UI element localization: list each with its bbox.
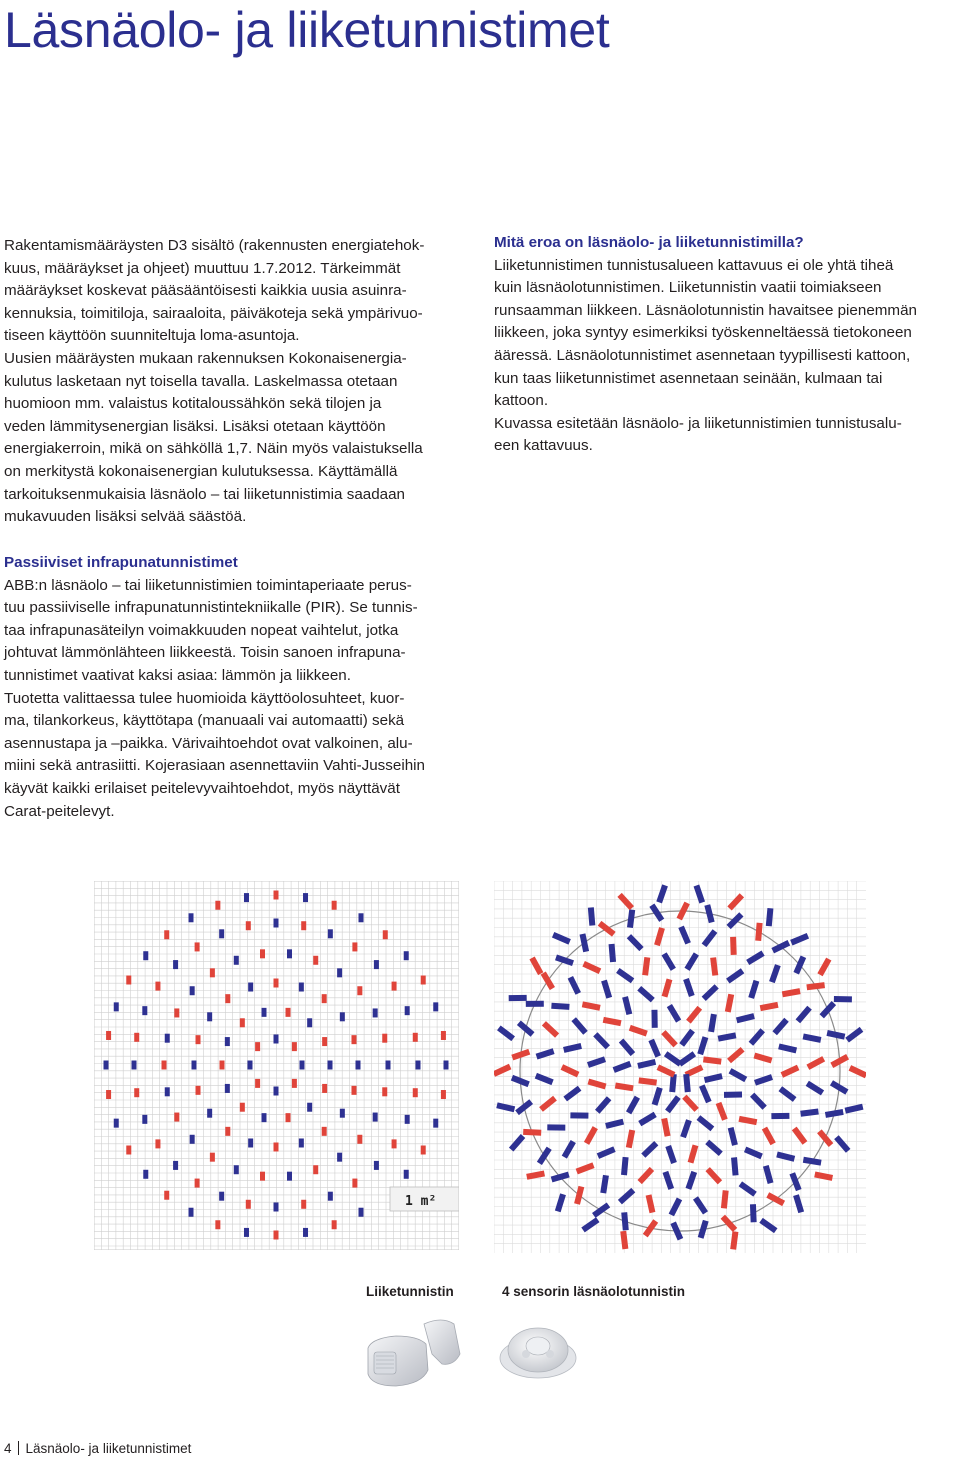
coverage-mark (274, 1087, 279, 1096)
coverage-mark (313, 1165, 318, 1174)
coverage-mark (570, 1112, 588, 1118)
coverage-mark (225, 1127, 230, 1136)
text-line: veden lämmitysenergian lisäksi. Lisäksi otetaan käyttöön (4, 417, 386, 435)
coverage-mark (441, 1031, 446, 1040)
footer-divider (18, 1441, 19, 1455)
coverage-mark (730, 937, 737, 955)
coverage-mark (220, 1061, 225, 1070)
coverage-mark (834, 996, 852, 1002)
text-line: johtuvat lämmönlähteen liikkeestä. Toisin sanoen infrapuna- (4, 644, 406, 662)
text-line: huomioon mm. valaistus kotitaloussähkön sekä tilojen ja (4, 395, 382, 413)
text-line: kuus, määräykset ja ohjeet) muuttuu 1.7.2012. Tärkeimmät (4, 259, 401, 277)
coverage-mark (352, 1179, 357, 1188)
coverage-mark (413, 1033, 418, 1042)
coverage-mark (287, 949, 292, 958)
coverage-mark (413, 1088, 418, 1097)
text-line: Liiketunnistimen tunnistusalueen kattavuus ei ole yhtä tiheä (494, 256, 894, 274)
text-line: määräykset koskevat pääsääntöisesti kaikkia uusia asuinra- (4, 282, 407, 300)
coverage-mark (374, 960, 379, 969)
coverage-mark (416, 1061, 421, 1070)
coverage-mark (155, 1139, 160, 1148)
coverage-mark (132, 1061, 137, 1070)
coverage-mark (143, 951, 148, 960)
coverage-mark (301, 1200, 306, 1209)
coverage-mark (340, 1012, 345, 1021)
coverage-mark (547, 1124, 565, 1130)
coverage-mark (328, 929, 333, 938)
coverage-mark (274, 891, 279, 900)
coverage-mark (215, 901, 220, 910)
text-line: Uusien määräysten mukaan rakennuksen Kokonaisenergia- (4, 349, 407, 367)
coverage-mark (299, 1138, 304, 1147)
coverage-mark (421, 1146, 426, 1155)
coverage-mark (173, 1161, 178, 1170)
coverage-mark (215, 1220, 220, 1229)
coverage-mark (356, 1061, 361, 1070)
coverage-mark (164, 930, 169, 939)
coverage-mark (771, 1113, 789, 1119)
coverage-mark (405, 1006, 410, 1015)
coverage-mark (404, 951, 409, 960)
coverage-mark (274, 979, 279, 988)
coverage-mark (255, 1042, 260, 1051)
coverage-mark (307, 1018, 312, 1027)
coverage-mark (246, 1200, 251, 1209)
coverage-mark (357, 986, 362, 995)
text-line: käyvät kaikki erilaiset peitelevyvaihtoehdot, myös näyttävät (4, 779, 400, 797)
coverage-mark (750, 1204, 757, 1222)
coverage-mark (207, 1109, 212, 1118)
coverage-mark (210, 968, 215, 977)
coverage-mark (303, 893, 308, 902)
coverage-mark (244, 1228, 249, 1237)
coverage-mark (441, 1090, 446, 1099)
caption-motion: Liiketunnistin (366, 1284, 454, 1299)
coverage-mark (313, 956, 318, 965)
coverage-mark (373, 1113, 378, 1122)
coverage-mark (301, 921, 306, 930)
coverage-mark (190, 986, 195, 995)
coverage-mark (174, 1113, 179, 1122)
coverage-mark (165, 1034, 170, 1043)
text-line: miini sekä antrasiitti. Kojerasiaan asennettaviin Vahti-Jusseihin (4, 757, 425, 775)
passive-section (4, 552, 474, 823)
coverage-mark (351, 1035, 356, 1044)
coverage-mark (651, 1010, 657, 1028)
coverage-mark (359, 913, 364, 922)
coverage-mark (142, 1115, 147, 1124)
coverage-mark (210, 1153, 215, 1162)
coverage-mark (332, 901, 337, 910)
coverage-mark (274, 1035, 279, 1044)
coverage-mark (219, 929, 224, 938)
coverage-mark (134, 1088, 139, 1097)
coverage-mark (328, 1061, 333, 1070)
text-line: liikkeen, joka syntyy esimerkiksi työskenneltäessä tietokoneen (494, 324, 912, 342)
text-line: on merkitystä kokonaisenergian kulutuksessa. Käyttämällä (4, 462, 398, 480)
section-heading: Passiiviset infrapunatunnistimet (4, 554, 238, 571)
coverage-mark (433, 1119, 438, 1128)
coverage-mark (322, 1127, 327, 1136)
coverage-mark (114, 1119, 119, 1128)
coverage-mark (359, 1208, 364, 1217)
coverage-mark (164, 1191, 169, 1200)
motion-coverage-diagram (94, 881, 459, 1250)
text-line: kennuksia, toimitiloja, sairaaloita, päiväkoteja sekä ympärivuo- (4, 304, 423, 322)
presence-coverage-diagram (494, 881, 866, 1253)
coverage-mark (352, 942, 357, 951)
coverage-mark (374, 1161, 379, 1170)
coverage-mark (126, 976, 131, 985)
coverage-mark (303, 1228, 308, 1237)
coverage-mark (421, 976, 426, 985)
coverage-mark (274, 1231, 279, 1240)
text-line: ABB:n läsnäolo – tai liiketunnistimien toimintaperiaate perus- (4, 576, 412, 594)
coverage-mark (405, 1115, 410, 1124)
coverage-mark (106, 1090, 111, 1099)
text-line: kulutus lasketaan nyt toisella tavalla. Laskelmassa otetaan (4, 372, 398, 390)
coverage-mark (248, 983, 253, 992)
page-footer (4, 1441, 191, 1456)
coverage-mark (104, 1061, 109, 1070)
coverage-mark (274, 919, 279, 928)
coverage-mark (551, 1003, 569, 1010)
text-line: Tuotetta valittaessa tulee huomioida käyttöolosuhteet, kuor- (4, 689, 405, 707)
coverage-mark (383, 930, 388, 939)
coverage-mark (386, 1061, 391, 1070)
page-number: 4 (4, 1441, 12, 1456)
motion-detector-image (362, 1314, 462, 1390)
coverage-mark (433, 1002, 438, 1011)
coverage-mark (234, 1165, 239, 1174)
coverage-mark (174, 1008, 179, 1017)
text-line: kattoon. (494, 392, 549, 410)
difference-section (494, 232, 960, 458)
coverage-mark (114, 1002, 119, 1011)
coverage-mark (219, 1192, 224, 1201)
presence-detector-image (496, 1318, 580, 1382)
coverage-mark (261, 1008, 266, 1017)
text-line: kuin läsnäolotunnistimen. Liiketunnistin vaatii toimiakseen (494, 279, 882, 297)
coverage-mark (287, 1172, 292, 1181)
coverage-mark (286, 1113, 291, 1122)
text-line: Rakentamismääräysten D3 sisältö (rakennusten energiatehok- (4, 237, 425, 254)
coverage-mark (196, 1035, 201, 1044)
coverage-mark (207, 1012, 212, 1021)
text-line: Kuvassa esitetään läsnäolo- ja liiketunnistimien tunnistusalu- (494, 414, 902, 432)
coverage-mark (244, 893, 249, 902)
coverage-mark (526, 1001, 544, 1007)
coverage-mark (724, 1092, 742, 1098)
coverage-mark (337, 1153, 342, 1162)
coverage-mark (392, 982, 397, 991)
coverage-mark (260, 1172, 265, 1181)
text-line: runsaamman liikkeen. Läsnäolotunnistin havaitsee pienemmän (494, 301, 917, 319)
coverage-mark (234, 956, 239, 965)
coverage-mark (509, 995, 527, 1001)
coverage-mark (225, 994, 230, 1003)
text-line: ma, tilankorkeus, käyttötapa (manuaali vai automaatti) sekä (4, 712, 405, 730)
coverage-mark (274, 1203, 279, 1212)
coverage-mark (134, 1033, 139, 1042)
coverage-mark (189, 913, 194, 922)
coverage-mark (274, 1143, 279, 1152)
coverage-mark (225, 1084, 230, 1093)
coverage-mark (155, 982, 160, 991)
text-line: taa infrapunasäteilyn voimakkuuden nopeat vaihtelut, jotka (4, 621, 399, 639)
coverage-mark (382, 1087, 387, 1096)
coverage-mark (444, 1061, 449, 1070)
coverage-mark (322, 1084, 327, 1093)
text-line: een kattavuus. (494, 437, 593, 455)
text-line: kun taas liiketunnistimet asennetaan seinään, kulmaan tai (494, 369, 883, 387)
text-line: tarkoituksenmukaisia läsnäolo – tai liiketunnistimia saadaan (4, 485, 406, 503)
section-heading: Mitä eroa on läsnäolo- ja liiketunnistimilla? (494, 234, 804, 251)
coverage-mark (337, 968, 342, 977)
caption-presence: 4 sensorin läsnäolotunnistin (502, 1284, 686, 1299)
coverage-mark (292, 1042, 297, 1051)
coverage-mark (307, 1103, 312, 1112)
coverage-mark (255, 1079, 260, 1088)
coverage-mark (196, 1086, 201, 1095)
coverage-mark (523, 1129, 541, 1136)
text-line: asennustapa ja –paikka. Värivaihtoehdot ovat valkoinen, alu- (4, 734, 413, 752)
coverage-mark (165, 1087, 170, 1096)
coverage-mark (246, 921, 251, 930)
coverage-mark (190, 1135, 195, 1144)
coverage-mark (240, 1018, 245, 1027)
text-line: tiseen käyttöön suunniteltuja loma-asuntoja. (4, 327, 300, 345)
coverage-mark (373, 1008, 378, 1017)
coverage-mark (351, 1086, 356, 1095)
coverage-mark (195, 942, 200, 951)
page-title: Läsnäolo- ja liiketunnistimet (4, 2, 610, 58)
footer-section: Läsnäolo- ja liiketunnistimet (25, 1441, 192, 1456)
text-line: ääressä. Läsnäolotunnistimet asennetaan tyypillisesti kattoon, (494, 346, 911, 364)
coverage-mark (189, 1208, 194, 1217)
text-line: mukavuuden lisäksi selvää säästöä. (4, 508, 247, 526)
coverage-mark (357, 1135, 362, 1144)
coverage-mark (292, 1079, 297, 1088)
coverage-mark (240, 1103, 245, 1112)
coverage-mark (322, 994, 327, 1003)
coverage-mark (225, 1037, 230, 1046)
coverage-mark (300, 1061, 305, 1070)
coverage-mark (106, 1031, 111, 1040)
coverage-mark (126, 1146, 131, 1155)
coverage-mark (392, 1139, 397, 1148)
coverage-mark (260, 949, 265, 958)
coverage-mark (332, 1220, 337, 1229)
coverage-mark (322, 1037, 327, 1046)
coverage-mark (404, 1170, 409, 1179)
text-line: Carat-peitelevyt. (4, 802, 115, 820)
coverage-mark (192, 1061, 197, 1070)
text-line: energiakerroin, mikä on sähköllä 1,7. Näin myös valaistuksella (4, 440, 423, 458)
coverage-mark (328, 1192, 333, 1201)
coverage-mark (261, 1113, 266, 1122)
coverage-mark (286, 1008, 291, 1017)
coverage-mark (248, 1138, 253, 1147)
intro-text (4, 235, 474, 529)
text-line: tuu passiiviselle infrapunatunnistintekniikalle (PIR). Se tunnis- (4, 599, 418, 617)
coverage-mark (195, 1179, 200, 1188)
coverage-mark (173, 960, 178, 969)
coverage-mark (142, 1006, 147, 1015)
coverage-mark (143, 1170, 148, 1179)
text-line: tunnistimet vaativat kaksi asiaa: lämmön ja liikkeen. (4, 666, 351, 684)
coverage-mark (248, 1061, 253, 1070)
scale-label: 1 m² (405, 1194, 437, 1209)
coverage-mark (340, 1109, 345, 1118)
coverage-mark (299, 983, 304, 992)
coverage-mark (382, 1034, 387, 1043)
coverage-mark (162, 1061, 167, 1070)
